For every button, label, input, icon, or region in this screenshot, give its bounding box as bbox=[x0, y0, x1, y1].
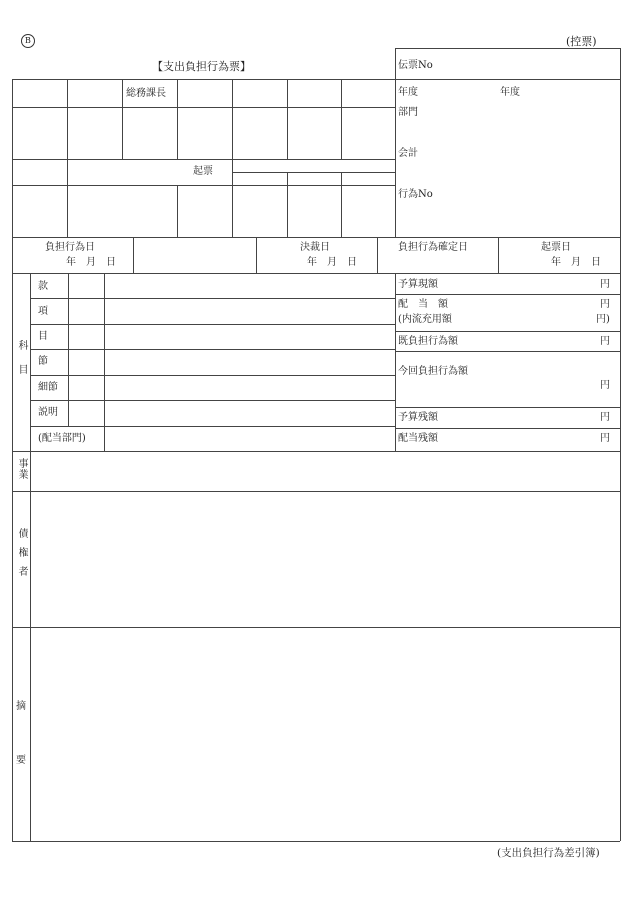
yen-4: 円 bbox=[600, 380, 610, 391]
draft-date-ymd: 年 月 日 bbox=[551, 257, 601, 268]
form-title: 【支出負担行為票】 bbox=[152, 60, 251, 73]
diverted-label: (内流充用額 bbox=[398, 314, 452, 325]
subject-item-saisetsu: 細節 bbox=[38, 382, 58, 393]
summary-label-b: 要 bbox=[16, 755, 26, 766]
subject-item-setsu: 節 bbox=[38, 356, 48, 367]
yen-6: 円 bbox=[600, 433, 610, 444]
year-label-2: 年度 bbox=[500, 87, 520, 98]
allocated-label: 配 当 額 bbox=[398, 299, 448, 310]
decision-date-label: 決裁日 bbox=[300, 242, 330, 253]
act-no-label: 行為No bbox=[398, 189, 433, 200]
draft-date-label: 起票日 bbox=[541, 242, 571, 253]
subject-item-moku: 目 bbox=[38, 331, 48, 342]
yen-3: 円 bbox=[600, 336, 610, 347]
budget-balance-label: 予算残額 bbox=[398, 412, 438, 423]
drafter-label: 起票 bbox=[193, 166, 213, 177]
burden-date-label: 負担行為日 bbox=[45, 242, 95, 253]
allocation-balance-label: 配当残額 bbox=[398, 433, 438, 444]
existing-burden-label: 既負担行為額 bbox=[398, 336, 458, 347]
current-budget-label: 予算現額 bbox=[398, 279, 438, 290]
yen-paren: 円) bbox=[596, 314, 610, 325]
year-label: 年度 bbox=[398, 87, 418, 98]
slip-no-label: 伝票No bbox=[398, 60, 433, 71]
subject-label: 科目 bbox=[16, 340, 27, 388]
yen-5: 円 bbox=[600, 412, 610, 423]
summary-label-a: 摘 bbox=[16, 701, 26, 712]
department-label: 部門 bbox=[398, 107, 418, 118]
copy-label: (控票) bbox=[566, 35, 597, 48]
general-manager-label: 総務課長 bbox=[126, 88, 166, 99]
subject-item-kou: 項 bbox=[38, 306, 48, 317]
allocation-dept-label: (配当部門) bbox=[38, 433, 86, 444]
creditor-label: 債権者 bbox=[16, 528, 27, 585]
burden-confirm-date-label: 負担行為確定日 bbox=[398, 242, 468, 253]
register-label: (支出負担行為差引簿) bbox=[497, 847, 600, 859]
this-burden-label: 今回負担行為額 bbox=[398, 366, 468, 377]
account-label: 会計 bbox=[398, 148, 418, 159]
yen-1: 円 bbox=[600, 279, 610, 290]
subject-item-kan: 款 bbox=[38, 281, 48, 292]
decision-date-ymd: 年 月 日 bbox=[307, 257, 357, 268]
burden-date-ymd: 年 月 日 bbox=[66, 257, 116, 268]
project-label: 事業 bbox=[16, 458, 27, 480]
yen-2: 円 bbox=[600, 299, 610, 310]
circle-b-mark: B bbox=[21, 34, 35, 48]
subject-item-setsumei: 説明 bbox=[38, 407, 58, 418]
